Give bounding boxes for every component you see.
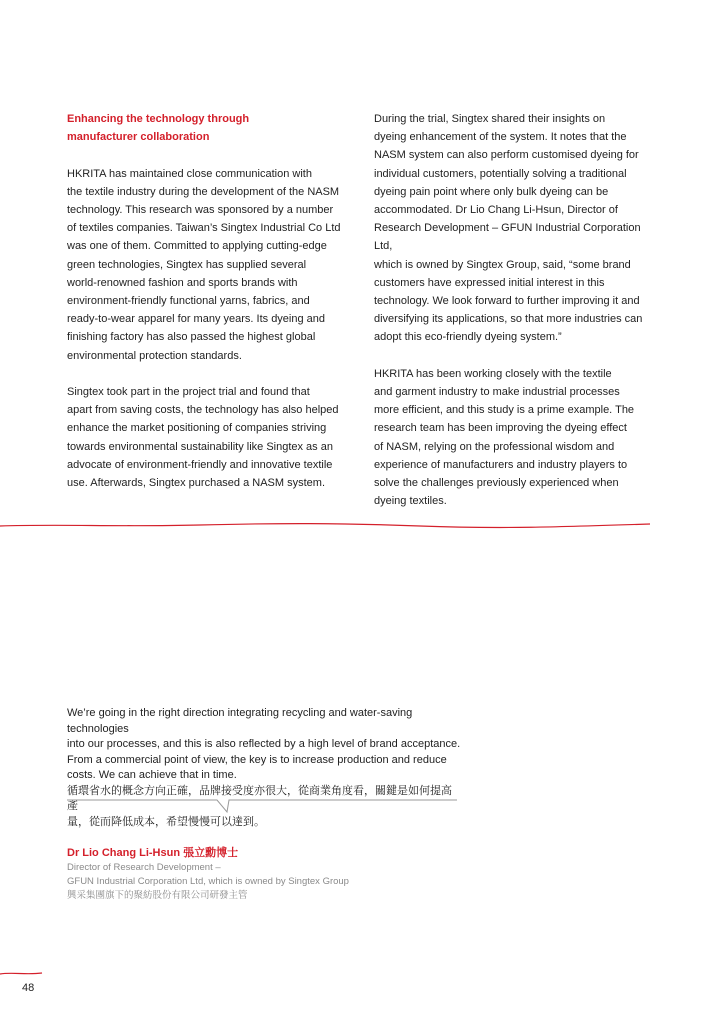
left-paragraph-1: HKRITA has maintained close communication with the textile industry during the development of the NASM technology. This research was sponsored by a number of textiles companies. Taiwan’s Singtex Industrial Co Ltd was one of them. Committed to applying cutting-edge green technologies, Singtex has supplied several world-renowned fashion and sports brands with environment-friendly functional yarns, fabrics, and ready-to-wear apparel for many years. Its dyeing and finishing factory has also passed the highest global environmental protection standards. — [67, 167, 341, 362]
quote-english: We’re going in the right direction integrating recycling and water-saving technologies into our processes, and this is also reflected by a high level of brand acceptance. From a commercial point of view, the key is to increase production and reduce costs. We can achieve that in time. — [67, 707, 461, 781]
quote-attribution — [67, 846, 349, 903]
right-paragraph-2: HKRITA has been working closely with the textile and garment industry to make industrial processes more efficient, and this study is a prime example. The research team has been improving the dyeing effect of NASM, relying on the professional wisdom and experience of manufacturers and industry players to solve the challenges previously experienced when dyeing textiles. — [374, 367, 635, 508]
left-column — [67, 110, 347, 510]
speaker-name: Dr Lio Chang Li-Hsun 張立勳博士 — [67, 847, 239, 859]
right-paragraph-1: During the trial, Singtex shared their insights on dyeing enhancement of the system. It notes that the NASM system can also perform customised dyeing for individual customers, potentially solving a traditional dyeing pain point where only bulk dyeing can be accommodated. Dr Lio Chang Li-Hsun, Director of Research Development – GFUN Industrial Corporation Ltd, which is owned by Singtex Group, said, “some brand customers have expressed initial interest in this technology. We look forward to further improving it and diversifying its applications, so that more industries can adopt this eco-friendly dyeing system.” — [374, 113, 643, 344]
page-number-mark — [0, 969, 44, 977]
section-heading: Enhancing the technology through manufacturer collaboration — [67, 113, 250, 144]
page-number: 48 — [22, 982, 35, 994]
red-wavy-divider — [0, 518, 660, 532]
quote-chinese: 循環省水的概念方向正確，品牌接受度亦很大，從商業角度看，關鍵是如何提高產 量，從而降低成本，希望慢慢可以達到。 — [67, 784, 452, 828]
right-column — [374, 110, 659, 529]
speech-bubble-line — [67, 796, 462, 816]
speaker-title: Director of Research Development – GFUN Industrial Corporation Ltd, which is owned by Singtex Group 興采集團旗下的聚紡股份有限公司研發主管 — [67, 862, 349, 901]
left-paragraph-2: Singtex took part in the project trial and found that apart from saving costs, the technology has also helped enhance the market positioning of companies striving towards environmental sustainability like Singtex as an advocate of environment-friendly and innovative textile use. Afterwards, Singtex purchased a NASM system. — [67, 386, 339, 490]
